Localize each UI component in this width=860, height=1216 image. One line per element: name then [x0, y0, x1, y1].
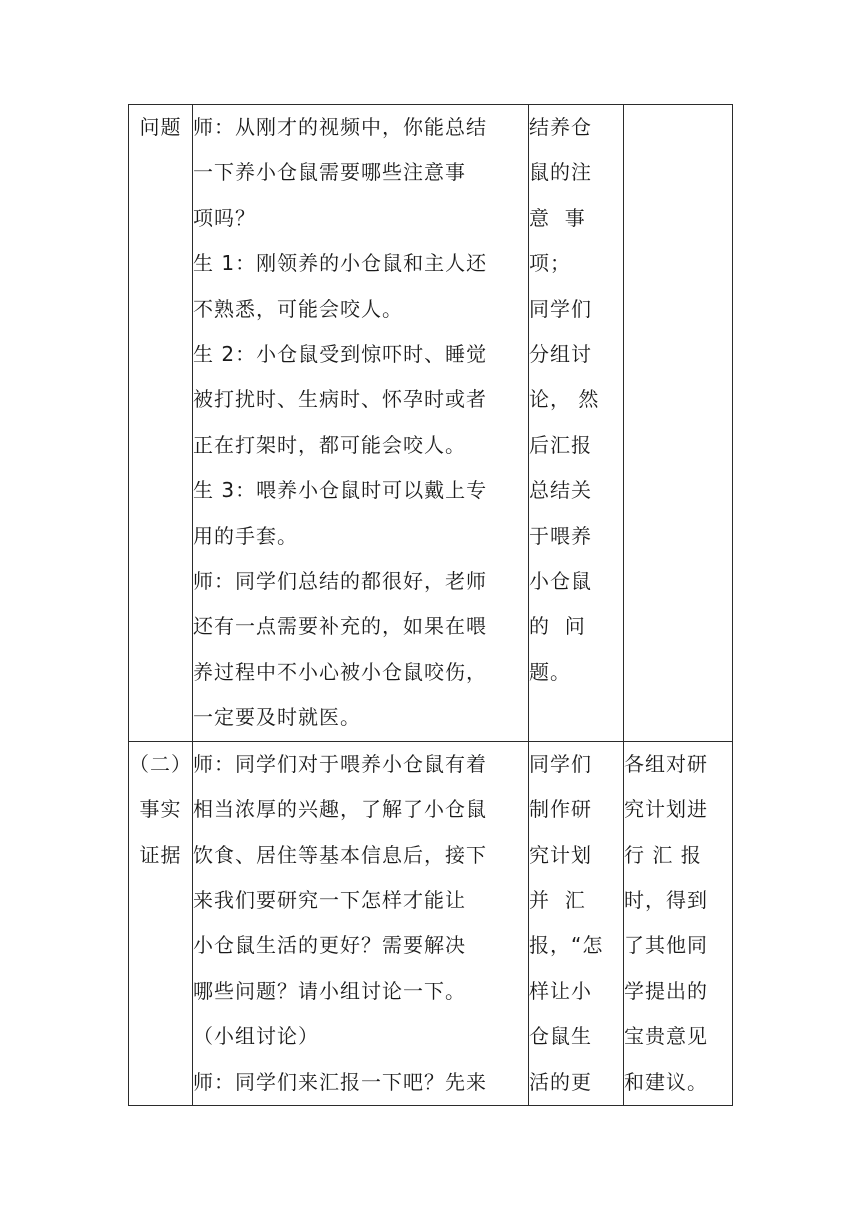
- content-line: 师：同学们对于喂养小仓鼠有着: [193, 751, 487, 776]
- evaluation-line: 各组对研: [624, 751, 708, 776]
- content-line: 一定要及时就医。: [193, 705, 361, 730]
- activity-line: 同学们: [529, 751, 592, 776]
- activity-line: 分组讨: [529, 342, 592, 367]
- activity-line: 题。: [529, 659, 571, 684]
- student-activity-cell: [529, 741, 624, 1105]
- activity-line: 总结关: [529, 478, 592, 503]
- activity-line: 样让小: [529, 978, 592, 1003]
- stage-label: 事实: [139, 797, 182, 822]
- activity-line: 的 问: [529, 614, 586, 639]
- content-line: 还有一点需要补充的，如果在喂: [193, 614, 487, 639]
- activity-line: 后汇报: [529, 432, 592, 457]
- activity-line: 结养仓: [529, 115, 592, 139]
- content-line: 生 2：小仓鼠受到惊吓时、睡觉: [193, 342, 488, 367]
- activity-line: 究计划: [529, 842, 592, 867]
- activity-line: 于喂养: [529, 523, 592, 548]
- stage-label: 证据: [139, 842, 182, 867]
- evaluation-line: 学提出的: [624, 978, 708, 1003]
- content-line: 小仓鼠生活的更好？需要解决: [193, 933, 466, 958]
- table-row: [129, 741, 733, 1105]
- teaching-content-cell: [193, 105, 529, 742]
- content-line: 被打扰时、生病时、怀孕时或者: [193, 387, 487, 412]
- table-row: [129, 105, 733, 742]
- content-line: 养过程中不小心被小仓鼠咬伤，: [193, 659, 487, 684]
- content-line: 哪些问题？请小组讨论一下。: [193, 978, 466, 1003]
- content-line: 师：从刚才的视频中，你能总结: [193, 115, 487, 139]
- activity-line: 并 汇: [529, 887, 586, 912]
- activity-line: 同学们: [529, 296, 592, 321]
- content-line: 生 3：喂养小仓鼠时可以戴上专: [193, 478, 488, 503]
- activity-line: 项；: [529, 251, 571, 276]
- teaching-content-cell: [193, 741, 529, 1105]
- content-line: 师：同学们来汇报一下吧？先来: [193, 1069, 487, 1094]
- content-line: 师：同学们总结的都很好，老师: [193, 569, 487, 594]
- activity-line: 鼠的注: [529, 160, 592, 185]
- activity-line: 论， 然: [529, 387, 600, 412]
- stage-label-cell: [129, 105, 193, 742]
- evaluation-line: 时，得到: [624, 887, 708, 912]
- stage-label-cell: [129, 741, 193, 1105]
- evaluation-line: 究计划进: [624, 797, 708, 822]
- activity-line: 制作研: [529, 797, 592, 822]
- content-line: 一下养小仓鼠需要哪些注意事: [193, 160, 466, 185]
- activity-line: 意 事: [529, 205, 586, 230]
- activity-line: 活的更: [529, 1069, 592, 1094]
- activity-line: 小仓鼠: [529, 569, 592, 594]
- evaluation-cell: [624, 105, 733, 742]
- evaluation-line: 和建议。: [624, 1069, 708, 1094]
- activity-line: 报，“怎: [529, 933, 604, 958]
- activity-line: 仓鼠生: [529, 1024, 592, 1049]
- content-line: （小组讨论）: [193, 1024, 319, 1049]
- evaluation-line: 宝贵意见: [624, 1024, 708, 1049]
- content-line: 项吗？: [193, 205, 256, 230]
- content-line: 饮食、居住等基本信息后，接下: [193, 842, 487, 867]
- evaluation-line: 了其他同: [624, 933, 708, 958]
- lesson-plan-table: [128, 104, 733, 1106]
- student-activity-cell: [529, 105, 624, 742]
- content-line: 用的手套。: [193, 523, 298, 548]
- evaluation-cell: [624, 741, 733, 1105]
- content-line: 不熟悉，可能会咬人。: [193, 296, 403, 321]
- content-line: 生 1：刚领养的小仓鼠和主人还: [193, 251, 488, 276]
- content-line: 来我们要研究一下怎样才能让: [193, 887, 466, 912]
- stage-label: 问题: [139, 115, 182, 139]
- evaluation-line: 行 汇 报: [624, 842, 702, 867]
- content-line: 相当浓厚的兴趣，了解了小仓鼠: [193, 797, 487, 822]
- content-line: 正在打架时，都可能会咬人。: [193, 432, 466, 457]
- stage-label: （二）: [129, 751, 192, 776]
